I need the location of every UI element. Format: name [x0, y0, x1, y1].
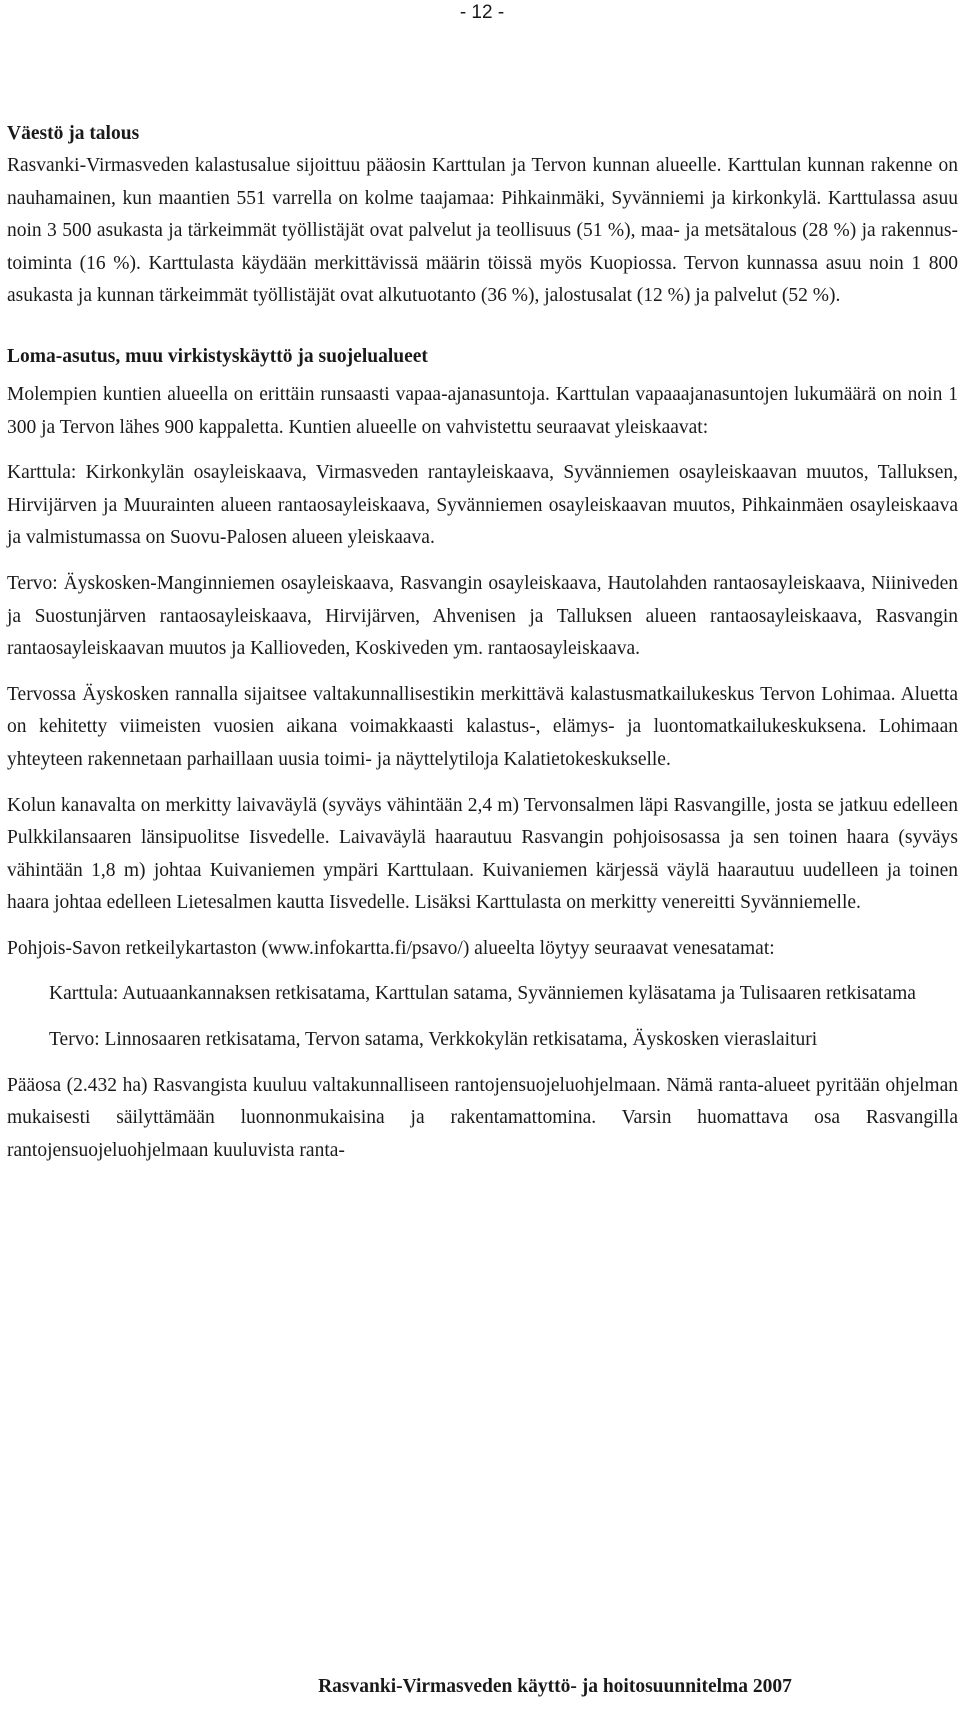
paragraph-tervon-lohimaa: Tervossa Äyskosken rannalla sijaitsee valtakunnallisestikin merkittävä kalastusmatkailukeskus Tervon Lohimaa. Aluetta on kehitetty viimeisten vuosien aikana voimakkaasti kalastus-, elämys- ja luontomatkailukeskuksena. Lohimaan yhteyteen rakennetaan parhaillaan uusia toimi- ja näyttelytiloja Kalatietokeskukselle. [7, 683, 958, 770]
paragraph-laivavayla: Kolun kanavalta on merkitty laivaväylä (syväys vähintään 2,4 m) Tervonsalmen läpi Rasvangille, josta se jatkuu edelleen Pulkkilansaaren länsipuolitse Iisvedelle. Laivaväylä haarautuu Rasvangin pohjoisosassa ja sen toinen haara (syväys vähintään 1,8 m) johtaa Kuivaniemen ympäri Karttulaan. Kuivaniemen kärjessä väylä haarautuu uudelleen ja toinen haara johtaa edelleen Lietesalmen kautta Iisvedelle. Lisäksi Karttulasta on merkitty venereitti Syvänniemelle. [7, 794, 958, 914]
paragraph-tervo-kaavat: Tervo: Äyskosken-Manginniemen osayleiskaava, Rasvangin osayleiskaava, Hautolahden rantaosayleiskaava, Niiniveden ja Suostunjärven rantaosayleiskaava, Hirvijärven, Ahvenisen ja Talluksen alueen rantaosayleiskaava, Rasvangin rantaosayleiskaavan muutos ja Kallioveden, Koskiveden ym. rantaosayleiskaava. [7, 572, 958, 660]
list-item-karttula-satamat: Karttula: Autuaankannaksen retkisatama, Karttulan satama, Syvänniemen kyläsatama ja Tulisaaren retkisatama [49, 983, 916, 1005]
paragraph-retkeilykartasto: Pohjois-Savon retkeilykartaston (www.infokartta.fi/psavo/) alueelta löytyy seuraavat venesatamat: [7, 937, 775, 959]
paragraph-karttula-kaavat: Karttula: Kirkonkylän osayleiskaava, Virmasveden rantayleiskaava, Syvänniemen osayleiskaavan muutos, Talluksen, Hirvijärven ja Muurainten alueen rantaosayleiskaava, Syvänniemen osayleiskaavan muutos, Pihkainmäen osayleiskaava ja valmistumassa on Suovu-Palosen alueen yleiskaava. [7, 462, 958, 549]
list-item-tervo-satamat: Tervo: Linnosaaren retkisatama, Tervon satama, Verkkokylän retkisatama, Äyskosken vieraslaituri [49, 1029, 818, 1051]
paragraph-rantojensuojelu: Pääosa (2.432 ha) Rasvangista kuuluu valtakunnalliseen rantojensuojeluohjelmaan. Nämä ranta-alueet pyritään ohjelman mukaisesti säilyttämään luonnonmukaisina ja rakentamattomina. Varsin huomattava osa Rasvangilla rantojensuojeluohjelmaan kuuluvista ranta- [7, 1074, 958, 1161]
paragraph-vapaa-ajanasunnot: Molempien kuntien alueella on erittäin runsaasti vapaa-ajanasuntoja. Karttulan vapaaajanasuntojen lukumäärä on noin 1 300 ja Tervon lähes 900 kappaletta. Kuntien alueelle on vahvistettu seuraavat yleiskaavat: [7, 383, 958, 438]
page-footer: Rasvanki-Virmasveden käyttö- ja hoitosuunnitelma 2007 [318, 1676, 792, 1697]
paragraph-vaesto: Rasvanki-Virmasveden kalastusalue sijoittuu pääosin Karttulan ja Tervon kunnan alueelle. Karttulan kunnan rakenne on nauhamainen, kun maantien 551 varrella on kolme taajamaa: Pihkainmäki, Syvänniemi ja kirkonkylä. Karttulassa asuu noin 3 500 asukasta ja tärkeimmät työllistäjät ovat palvelut ja teollisuus (51 %), maa- ja metsätalous (28 %) ja rakennustoiminta (16 %). Karttulasta käydään merkittävissä määrin töissä myös Kuopiossa. Tervon kunnassa asuu noin 1 800 asukasta ja kunnan tärkeimmät työllistäjät ovat alkutuotanto (36 %), jalostusalat (12 %) ja palvelut (52 %). [7, 155, 958, 307]
document-body [7, 118, 958, 1167]
heading-loma-asutus: Loma-asutus, muu virkistyskäyttö ja suojelualueet [7, 345, 428, 367]
page-number: - 12 - [459, 2, 505, 23]
heading-vaesto: Väestö ja talous [7, 123, 140, 144]
